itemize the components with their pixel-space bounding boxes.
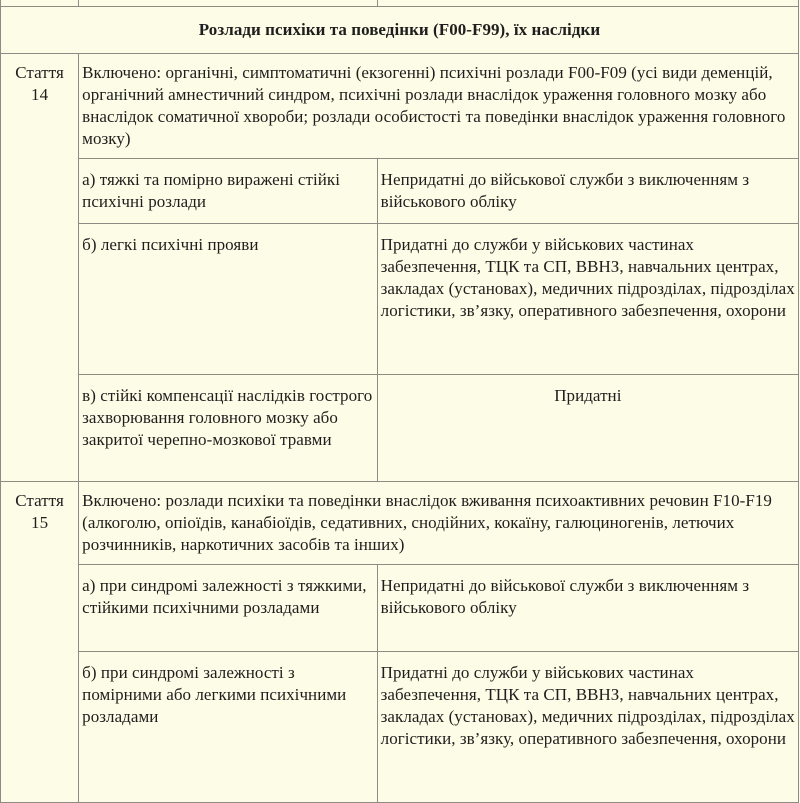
article-row-15 <box>1 482 799 565</box>
article-label-14 <box>1 54 79 482</box>
section-header-row <box>1 7 799 54</box>
condition-cell: б) легкі психічні прояви <box>79 224 377 375</box>
condition-cell: а) тяжкі та помірно виражені стійкі психічні розлади <box>79 159 377 224</box>
table-row <box>1 375 799 482</box>
article-included-text: Включено: органічні, симптоматичні (екзогенні) психічні розлади F00-F09 (усі види деменцій, органічний амнестичний синдром, психічні розлади внаслідок ураження головного мозку або внаслідок соматичної хвороби; розлади особистості та поведінки внаслідок ураження головного мозку) <box>79 54 799 159</box>
article-label-15 <box>1 482 79 803</box>
article-number: 15 <box>31 513 49 532</box>
section-title: Розлади психіки та поведінки (F00-F99), їх наслідки <box>1 7 799 54</box>
verdict-cell: Придатні до служби у військових частинах забезпечення, ТЦК та СП, ВВНЗ, навчальних центрах, закладах (установах), медичних підрозділах, підрозділах логістики, зв’язку, оперативного забезпечення, охорони <box>377 652 798 803</box>
article-included-text: Включено: розлади психіки та поведінки внаслідок вживання психоактивних речовин F10-F19 (алкоголю, опіоїдів, канабіоїдів, седативних, снодійних, кокаїну, галюциногенів, летючих розчинників, наркотичних засобів та інших) <box>79 482 799 565</box>
article-number: 14 <box>31 85 49 104</box>
condition-cell: а) при синдромі залежності з тяжкими, стійкими психічними розладами <box>79 565 377 652</box>
verdict-cell: Придатні до служби у військових частинах забезпечення, ТЦК та СП, ВВНЗ, навчальних центрах, закладах (установах), медичних підрозділах, підрозділах логістики, зв’язку, оперативного забезпечення, охорони <box>377 224 798 375</box>
verdict-cell: Придатні <box>377 375 798 482</box>
article-word: Стаття <box>15 491 64 510</box>
verdict-cell: Непридатні до військової служби з виключенням з військового обліку <box>377 565 798 652</box>
table-row <box>1 159 799 224</box>
condition-cell: б) при синдромі залежності з помірними або легкими психічними розладами <box>79 652 377 803</box>
condition-cell: в) стійкі компенсації наслідків гострого захворювання головного мозку або закритої черепно-мозкової травми <box>79 375 377 482</box>
table-row <box>1 652 799 803</box>
verdict-cell: Непридатні до військової служби з виключенням з військового обліку <box>377 159 798 224</box>
article-row-14 <box>1 54 799 159</box>
article-word: Стаття <box>15 63 64 82</box>
table-row <box>1 224 799 375</box>
table-row <box>1 565 799 652</box>
